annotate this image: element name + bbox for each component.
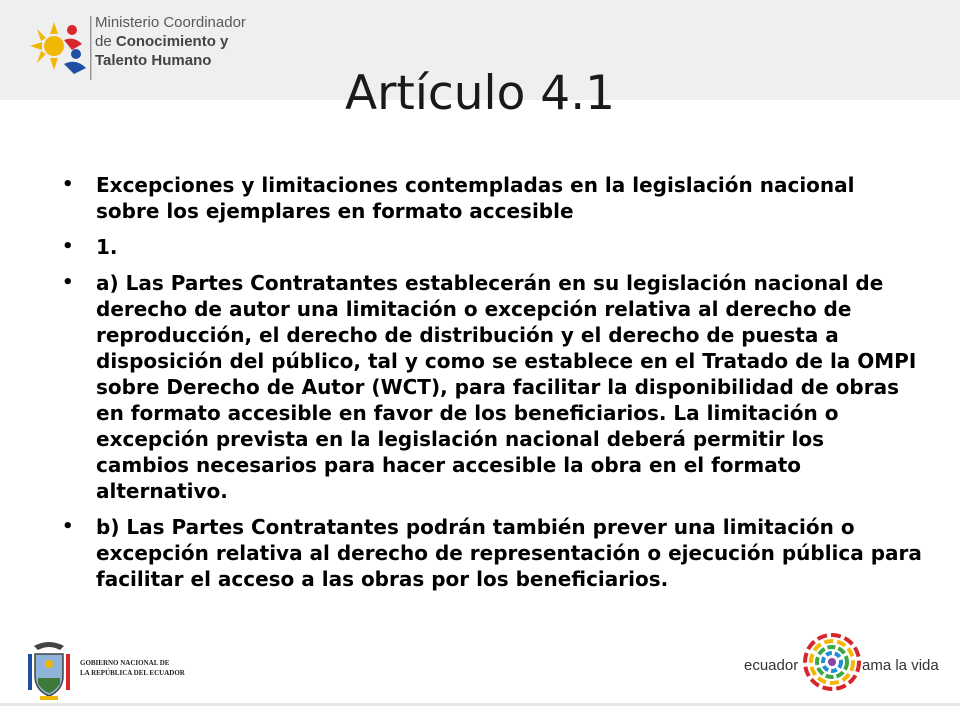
bullet-item [62,270,922,504]
ministry-line1: Ministerio Coordinador [95,14,246,31]
government-label [80,658,185,678]
bullet-text: 1. [96,235,118,259]
bullet-item [62,514,922,592]
footer-divider [0,703,960,706]
bullet-list [62,172,922,602]
bullet-item [62,172,922,224]
ama-la-vida-flower-icon [802,632,862,692]
bullet-dot-icon: • [62,516,74,537]
ministry-line2-bold: Conocimiento y [115,33,229,50]
ministry-name [95,13,246,70]
slide-title: Artículo 4.1 [344,66,616,121]
bullet-text: b) Las Partes Contratantes podrán también prever una limitación o excepción relativa al derecho de representación o ejecución pública para facilitar el acceso a las obras por los beneficiarios. [96,515,922,591]
bullet-item [62,234,922,260]
ministry-line2-prefix: de [95,33,116,50]
coat-of-arms-icon [26,640,72,702]
ministry-line3: Talento Humano [95,52,212,69]
bullet-dot-icon: • [62,272,74,293]
ecuador-label: ecuador [744,657,799,674]
bullet-dot-icon: • [62,174,74,195]
bullet-text: Excepciones y limitaciones contempladas en la legislación nacional sobre los ejemplares en formato accesible [96,173,855,223]
ministry-line2 [95,32,246,51]
government-line1: GOBIERNO NACIONAL DE [80,659,170,667]
government-line2: LA REPÚBLICA DEL ECUADOR [80,669,185,677]
slogan-label: ama la vida [862,657,939,674]
bullet-dot-icon: • [62,236,74,257]
bullet-text: a) Las Partes Contratantes establecerán en su legislación nacional de derecho de autor una limitación o excepción relativa al derecho de reproducción, el derecho de distribución y el derecho de puesta a disposición del público, tal y como se establece en el Tratado de la OMPI sobre Derecho de Autor (WCT), para facilitar la disponibilidad de obras en formato accesible en favor de los beneficiarios. La limitación o excepción prevista en la legislación nacional deberá permitir los cambios necesarios para hacer accesible la obra en el formato alternativo. [96,271,917,503]
